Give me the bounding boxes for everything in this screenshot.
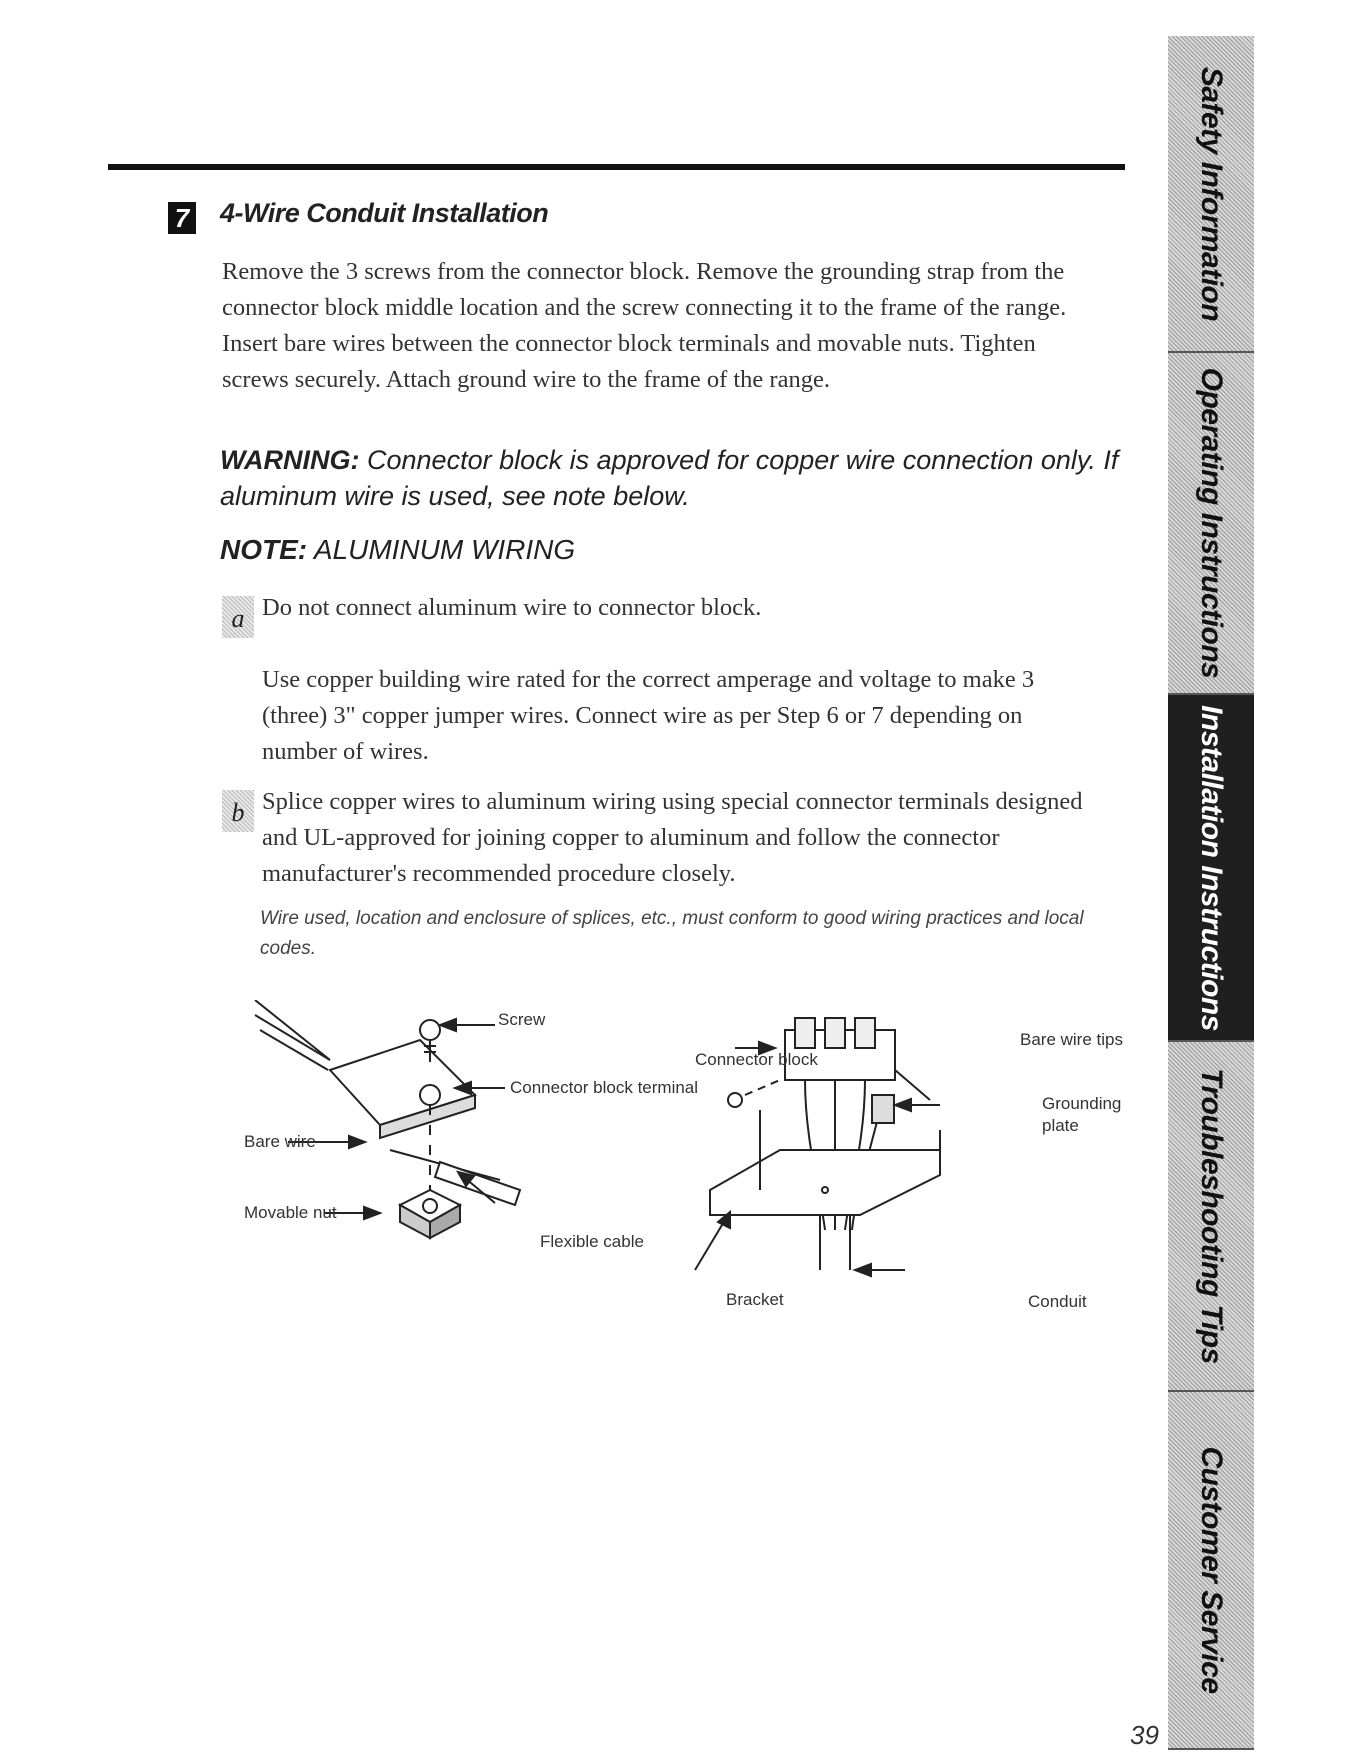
label-screw: Screw [498,1010,546,1029]
label-bare-wire: Bare wire [244,1132,316,1151]
tab-customer-service[interactable]: Customer Service [1168,1392,1254,1750]
label-connector-block-terminal: Connector block terminal [510,1078,699,1097]
header-rule [108,164,1125,170]
label-movable-nut: Movable nut [244,1203,337,1222]
tab-installation-instructions[interactable]: Installation Instructions [1168,695,1254,1042]
warning-block [220,442,1120,514]
warning-text: Connector block is approved for copper wire connection only. If aluminum wire is used, see note below. [220,445,1119,511]
item-b-badge: b [222,790,254,832]
item-a-badge: a [222,596,254,638]
label-connector-block: Connector block [695,1050,818,1069]
tab-safety-information[interactable]: Safety Information [1168,36,1254,353]
section-title: 4-Wire Conduit Installation [220,198,549,228]
step-number-badge: 7 [168,202,196,234]
note-heading [220,534,575,566]
label-conduit: Conduit [1028,1292,1087,1311]
item-a-text: Do not connect aluminum wire to connector block. [262,594,762,621]
label-bracket: Bracket [726,1290,784,1309]
item-b-text: Splice copper wires to aluminum wiring using special connector terminals designed and UL-approved for joining copper to aluminum and follow the connector manufacturer's recommended procedure closely. [262,788,1083,887]
note-text: ALUMINUM WIRING [313,534,576,565]
label-bare-wire-tips: Bare wire tips [1020,1030,1123,1049]
page-number: 39 [1130,1720,1159,1750]
wiring-diagram [240,1000,1140,1330]
warning-label: WARNING: [220,445,360,475]
label-flexible-cable: Flexible cable [540,1232,644,1251]
fine-print: Wire used, location and enclosure of splices, etc., must conform to good wiring practices and local codes. [260,908,1084,959]
tab-operating-instructions[interactable]: Operating Instructions [1168,353,1254,695]
label-plate: plate [1042,1116,1079,1135]
instruction-paragraph: Remove the 3 screws from the connector block. Remove the grounding strap from the connector block middle location and the screw connecting it to the frame of the range. Insert bare wires between the connector block terminals and movable nuts. Tighten screws securely. Attach ground wire to the frame of the range. [222,258,1067,393]
label-grounding: Grounding [1042,1094,1122,1113]
item-a-followup: Use copper building wire rated for the correct amperage and voltage to make 3 (three) 3" copper jumper wires. Connect wire as per Step 6 or 7 depending on number of wires. [262,666,1035,765]
tab-troubleshooting-tips[interactable]: Troubleshooting Tips [1168,1042,1254,1392]
note-label: NOTE: [220,534,308,565]
